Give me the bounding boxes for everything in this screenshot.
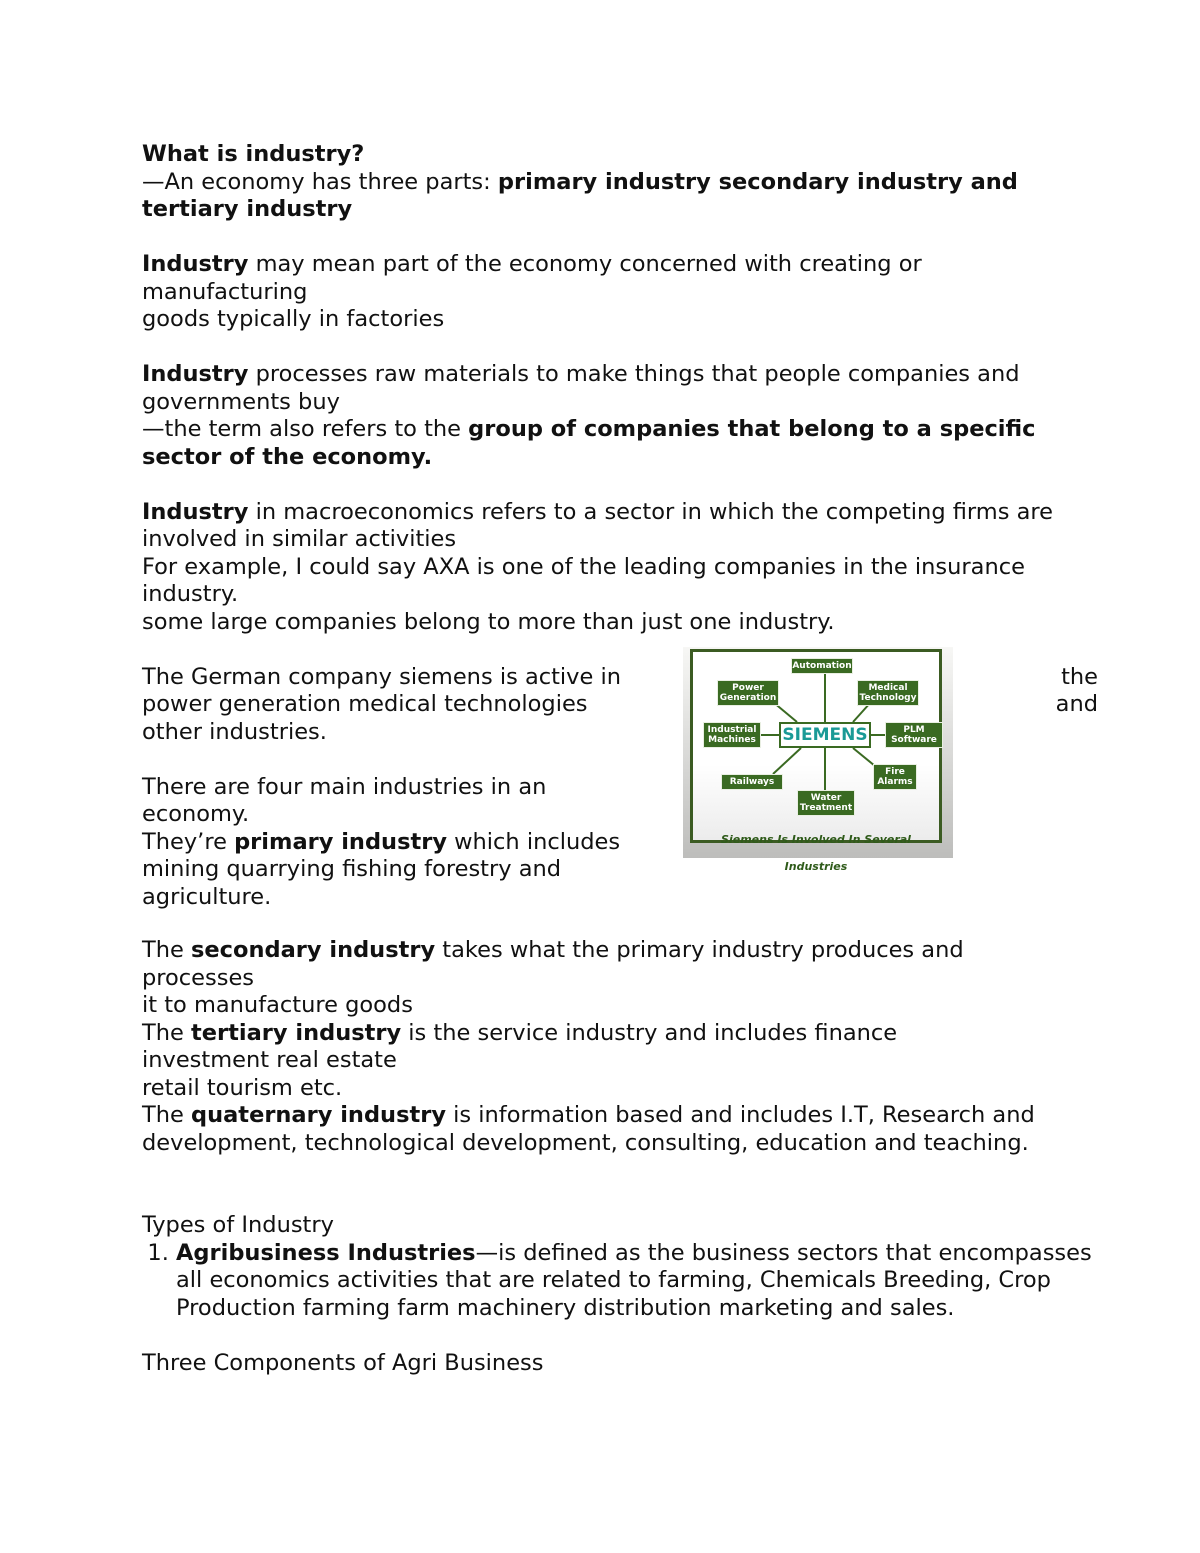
quaternary-industry-paragraph: The quaternary industry is information based and includes I.T, Research and development, technological development, consulting, education and teaching. bbox=[142, 1102, 1035, 1156]
figure-box-automation: Automation bbox=[791, 658, 853, 674]
doc-title: What is industry? bbox=[142, 141, 365, 167]
components-heading: Three Components of Agri Business bbox=[142, 1349, 544, 1376]
intro-paragraph: —An economy has three parts: primary industry secondary industry and tertiary industry bbox=[142, 168, 1018, 222]
connector-railways bbox=[773, 748, 801, 774]
tertiary-industry-line2: retail tourism etc. bbox=[142, 1074, 343, 1101]
figure-box-power-generation: Power Generation bbox=[717, 680, 779, 706]
siemens-section bbox=[142, 660, 1102, 910]
siemens-figure-frame bbox=[690, 649, 942, 873]
figure-box-industrial-machines: Industrial Machines bbox=[703, 722, 761, 748]
four-industries-intro: There are four main industries in an economy. bbox=[142, 773, 547, 827]
siemens-figure bbox=[683, 647, 953, 873]
definition-paragraph-1: Industry may mean part of the economy concerned with creating or manufacturing bbox=[142, 251, 922, 305]
four-industries-column bbox=[142, 774, 672, 912]
types-list bbox=[142, 1240, 1102, 1323]
types-heading: Types of Industry bbox=[142, 1212, 334, 1238]
secondary-industry-paragraph: The secondary industry takes what the primary industry produces and processes bbox=[142, 937, 964, 991]
primary-industry-paragraph: They’re primary industry which includes mining quarrying fishing forestry and agriculture. bbox=[142, 828, 621, 910]
example-paragraph: For example, I could say AXA is one of the leading companies in the insurance industry. bbox=[142, 553, 1025, 607]
siemens-line-1: The German company siemens is active in the bbox=[142, 663, 1098, 690]
figure-box-railways: Railways bbox=[721, 774, 783, 790]
figure-box-fire-alarms: Fire Alarms bbox=[873, 764, 917, 790]
siemens-line-2: power generation medical technologies and bbox=[142, 691, 1098, 717]
definition-paragraph-2: Industry processes raw materials to make things that people companies and governments buy bbox=[142, 361, 1020, 415]
figure-caption: Siemens Is Involved In Several Industries bbox=[721, 832, 911, 873]
figure-box-plm-software: PLM Software bbox=[885, 722, 943, 748]
list-item: 1. Agribusiness Industries—is defined as the business sectors that encompasses all economics activities that are related to farming, Chemicals Breeding, Crop Production farming farm machinery distribution marketing and sales. bbox=[176, 1240, 1102, 1323]
siemens-line-3: other industries. bbox=[142, 718, 327, 745]
note-paragraph: some large companies belong to more than just one industry. bbox=[142, 608, 835, 635]
document-body bbox=[142, 141, 1102, 1377]
definition-paragraph-1-line2: goods typically in factories bbox=[142, 306, 445, 332]
figure-box-medical-technology: Medical Technology bbox=[857, 680, 919, 706]
connector-fire bbox=[853, 748, 875, 766]
tertiary-industry-paragraph: The tertiary industry is the service industry and includes finance investment real estate bbox=[142, 1019, 898, 1073]
definition-paragraph-3: Industry in macroeconomics refers to a sector in which the competing firms are involved in similar activities bbox=[142, 498, 1053, 552]
figure-box-water-treatment: Water Treatment bbox=[797, 790, 855, 816]
secondary-industry-line2: it to manufacture goods bbox=[142, 992, 413, 1018]
siemens-logo-text: SIEMENS bbox=[779, 722, 871, 748]
definition-paragraph-2-line2: —the term also refers to the group of companies that belong to a specific sector of the economy. bbox=[142, 416, 1036, 470]
